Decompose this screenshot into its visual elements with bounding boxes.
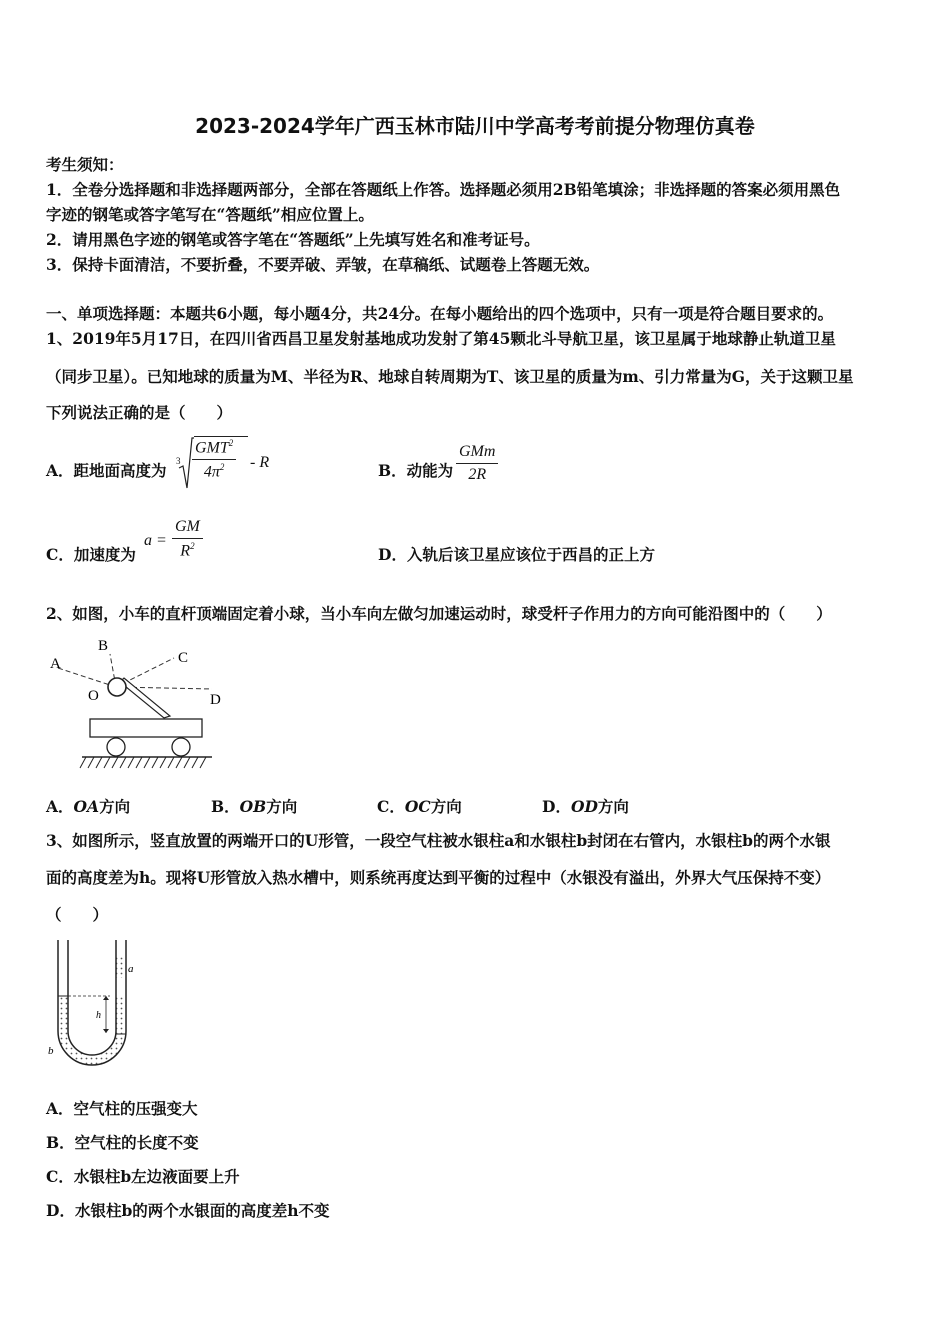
label-b: B [98, 638, 109, 654]
label-b: b [48, 1045, 54, 1057]
cart-wheel-right [172, 738, 190, 756]
q1-option-c-fraction: $\frac{GM}{R^2}$ [172, 518, 203, 560]
notice-line-3: 3．保持卡面清洁，不要折叠，不要弄破、弄皱，在草稿纸、试题卷上答题无效。 [46, 255, 600, 274]
q2-option-b: B．OB方向 [211, 797, 298, 816]
cart-wheel-left [107, 738, 125, 756]
q2-option-c: C．OC方向 [377, 797, 462, 816]
q3-u-tube-figure [44, 936, 144, 1066]
q3-option-b: B．空气柱的长度不变 [46, 1133, 199, 1152]
option-a-tail: - R [250, 454, 270, 471]
q1-option-c-lhs: a = [144, 532, 167, 549]
q2-line-1: 2、如图，小车的直杆顶端固定着小球，当小车向左做匀加速运动时，球受杆子作用力的方向可能沿图中的（ ） [46, 604, 832, 623]
q1-option-b-fraction: GMm 2R [456, 443, 498, 484]
root-index: 3 [176, 456, 181, 466]
label-a: A [50, 656, 61, 672]
q1-line-1: 1、2019年5月17日，在四川省西昌卫星发射基地成功发射了第45颗北斗导航卫星，该卫星属于地球静止轨道卫星 [46, 329, 836, 348]
q3-line-3: （ ） [46, 905, 109, 924]
ground-hatching [80, 757, 206, 768]
q1-line-3: 下列说法正确的是（ ） [46, 403, 233, 422]
q1-option-d: D．入轨后该卫星应该位于西昌的正上方 [378, 545, 655, 564]
notice-line-1a: 1．全卷分选择题和非选择题两部分，全部在答题纸上作答。选择题必须用2B铅笔填涂；非选择题的答案必须用黑色 [46, 180, 841, 199]
q3-line-1: 3、如图所示，竖直放置的两端开口的U形管，一段空气柱被水银柱a和水银柱b封闭在右管内，水银柱b的两个水银 [46, 831, 831, 850]
label-o: O [88, 688, 99, 704]
notice-line-1b: 字迹的钢笔或答字笔写在“答题纸”相应位置上。 [46, 205, 374, 224]
notice-line-2: 2．请用黑色字迹的钢笔或答字笔在“答题纸”上先填写姓名和准考证号。 [46, 230, 540, 249]
q2-option-a: A．OA方向 [46, 797, 131, 816]
h-arrow-down-icon [103, 1029, 109, 1033]
cart-body [90, 719, 202, 737]
q3-line-2: 面的高度差为h。现将U形管放入热水槽中，则系统再度达到平衡的过程中（水银没有溢出，外界大气压保持不变） [46, 868, 831, 887]
q1-option-c-label: C．加速度为 [46, 545, 136, 564]
q2-option-d: D．OD方向 [542, 797, 629, 816]
q3-option-c: C．水银柱b左边液面要上升 [46, 1167, 240, 1186]
label-d: D [210, 692, 221, 708]
h-arrow-up-icon [103, 996, 109, 1000]
q2-cart-figure [44, 632, 224, 774]
ball [108, 678, 126, 696]
q3-option-d: D．水银柱b的两个水银面的高度差h不变 [46, 1201, 330, 1220]
q3-option-a: A．空气柱的压强变大 [46, 1099, 198, 1118]
option-a-fraction: GMT$^2$ $4\pi^2$ [192, 438, 236, 482]
tube-inner [68, 940, 116, 1055]
label-c: C [178, 650, 189, 666]
label-a: a [128, 963, 134, 975]
q1-option-a-label: A．距地面高度为 [46, 461, 167, 480]
ray-oa [58, 668, 116, 687]
section-heading: 一、单项选择题：本题共6小题，每小题4分，共24分。在每小题给出的四个选项中，只有一项是符合题目要求的。 [46, 304, 834, 323]
rod [120, 678, 170, 718]
label-h: h [96, 1010, 101, 1021]
q1-option-b-label: B．动能为 [378, 461, 454, 480]
notice-heading: 考生须知： [46, 155, 124, 174]
page-title: 2023-2024学年广西玉林市陆川中学高考考前提分物理仿真卷 [195, 114, 755, 138]
mercury-a [116, 956, 126, 978]
q1-line-2: （同步卫星）。已知地球的质量为M、半径为R、地球自转周期为T、该卫星的质量为m、引力常量为G，关于这颗卫星 [46, 367, 854, 386]
